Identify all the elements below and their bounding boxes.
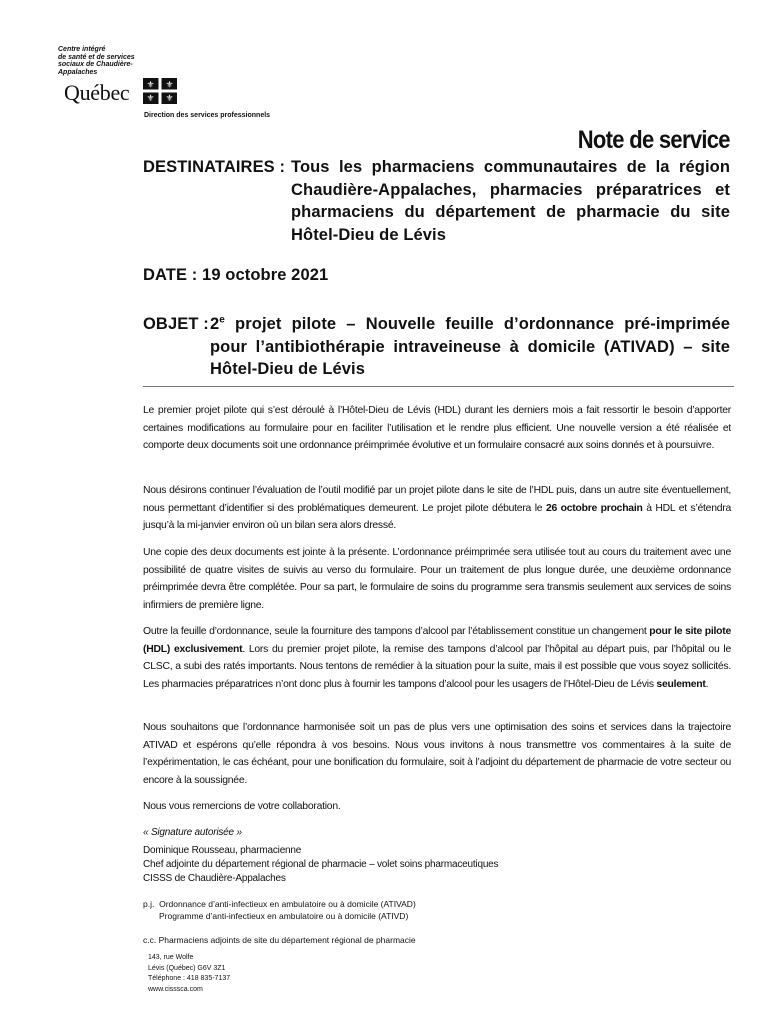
paragraph-4 bbox=[143, 623, 731, 693]
attachment-item: Programme d’anti-infectieux en ambulatoire ou à domicile (ATIVD) bbox=[159, 911, 409, 921]
subject-text bbox=[210, 313, 730, 381]
paragraph-text: Outre la feuille d’ordonnance, seule la fourniture des tampons d’alcool par l’établissement constitue un changement bbox=[143, 626, 650, 637]
attachments-block bbox=[143, 898, 416, 922]
address-street: 143, rue Wolfe bbox=[148, 954, 194, 961]
org-line: Appalaches bbox=[58, 68, 98, 76]
paragraph-3: Une copie des deux documents est jointe à la présente. L’ordonnance préimprimée sera utilisée tout au cours du traitement avec une possibilité de quatre visites de suivis au verso du formulaire. Pour un traitement de plus longue durée, une deuxième ordonnance préimprimée devra être complétée. Pour sa part, le formulaire de soins du programme sera transmis seulement aux services de soins infirmiers de première ligne. bbox=[143, 547, 731, 611]
subject-body: projet pilote – Nouvelle feuille d’ordonnance pré-imprimée pour l’antibiothérapie intraveineuse à domicile (ATIVAD) – site Hôtel-Dieu de Lévis bbox=[210, 315, 730, 378]
address-website: www.cisssca.com bbox=[148, 985, 203, 993]
organization-name bbox=[58, 46, 168, 76]
only-emphasis: seulement bbox=[656, 678, 706, 690]
paragraph-5: Nous souhaitons que l’ordonnance harmonisée soit un pas de plus vers une optimisation des soins et services dans la trajectoire ATIVAD et espérons qu’elle répondra à vos besoins. Nous vous invitons à nous transmettre vos commentaires à la suite de l’expérimentation, le cas échéant, pour une bonification du formulaire, soit à l’adjoint du département de pharmacie de votre secteur ou encore à la soussignée. bbox=[143, 722, 731, 786]
org-line: Centre intégré bbox=[58, 46, 106, 53]
subject-label: OBJET : bbox=[143, 315, 209, 333]
paragraph-6: Nous vous remercions de votre collaboration. bbox=[143, 801, 341, 812]
address-phone: Téléphone : 418 835-7137 bbox=[148, 975, 231, 982]
signature-note: « Signature autorisée » bbox=[143, 827, 242, 838]
paragraph-text: . bbox=[705, 678, 709, 690]
org-line: sociaux de Chaudière- bbox=[58, 61, 133, 69]
subject-number: 2 bbox=[210, 315, 220, 333]
address-block bbox=[148, 953, 230, 995]
attachments-label: p.j. bbox=[143, 899, 155, 909]
date-line: DATE : 19 octobre 2021 bbox=[143, 266, 329, 284]
carbon-copy: c.c. Pharmaciens adjoints de site du département régional de pharmacie bbox=[143, 935, 416, 945]
svg-text:⚜: ⚜ bbox=[165, 94, 174, 104]
start-date-emphasis: 26 octobre prochain bbox=[545, 502, 643, 514]
quebec-flag-icon bbox=[143, 78, 177, 104]
paragraph-2 bbox=[143, 482, 731, 535]
address-city: Lévis (Québec) G6V 3Z1 bbox=[148, 964, 226, 972]
document-title: Note de service bbox=[577, 126, 730, 154]
svg-text:⚜: ⚜ bbox=[165, 80, 174, 91]
subject-superscript: e bbox=[219, 314, 225, 326]
svg-text:⚜: ⚜ bbox=[146, 94, 155, 104]
header-divider bbox=[143, 386, 734, 387]
paragraph-text: Nous désirons continuer l’évaluation de l’outil modifié par un projet pilote dans le site de l’HDL puis, dans un autre site éventuellement, nous permettant d’identifier si des problématiques demeurent. Le projet pilote débutera le bbox=[143, 485, 731, 514]
pilot-site-emphasis: pour le site pilote (HDL) exclusivement bbox=[143, 626, 731, 655]
attachment-item: Ordonnance d’anti-infectieux en ambulatoire ou à domicile (ATIVAD) bbox=[159, 899, 416, 909]
org-line: de santé et de services bbox=[58, 53, 135, 61]
paragraph-text: à HDL et s’étendra jusqu’à la mi-janvier environ où un bilan sera alors dressé. bbox=[143, 502, 731, 531]
paragraph-text: . Lors du premier projet pilote, la remise des tampons d’alcool par l’hôpital au départ puis, par l’hôpital ou le CLSC, a subi des ratés importants. Nous tentons de remédier à la situation pour la suite, mais il est possible que vous soyez sollicités. Les pharmacies préparatrices n’ont donc plus à fournir les tampons d’alcool pour les usagers de l’Hôtel-Dieu de Lévis bbox=[143, 643, 731, 690]
direction-name: Direction des services professionnels bbox=[144, 112, 271, 119]
signer-organization: CISSS de Chaudière-Appalaches bbox=[143, 873, 286, 884]
svg-text:⚜: ⚜ bbox=[146, 80, 155, 91]
paragraph-1: Le premier projet pilote qui s’est déroulé à l’Hôtel-Dieu de Lévis (HDL) durant les derniers mois a fait ressortir le besoin d’apporter certaines modifications au formulaire pour en faciliter l’utilisation et le rendre plus efficient. Une nouvelle version a été réalisée et comporte deux documents soit une ordonnance préimprimée évolutive et un formulaire consacré aux soins donnés et à poursuivre. bbox=[143, 405, 731, 451]
signer-name: Dominique Rousseau, pharmacienne bbox=[143, 845, 302, 856]
signer-role: Chef adjointe du département régional de pharmacie – volet soins pharmaceutiques bbox=[143, 859, 499, 870]
quebec-wordmark: Québec bbox=[64, 80, 130, 105]
recipients-label: DESTINATAIRES : bbox=[143, 158, 286, 176]
signer-block bbox=[143, 844, 498, 886]
recipients-text: Tous les pharmaciens communautaires de la région Chaudière-Appalaches, pharmacies préparatrices et pharmaciens du département de pharmacie du site Hôtel-Dieu de Lévis bbox=[291, 158, 730, 244]
